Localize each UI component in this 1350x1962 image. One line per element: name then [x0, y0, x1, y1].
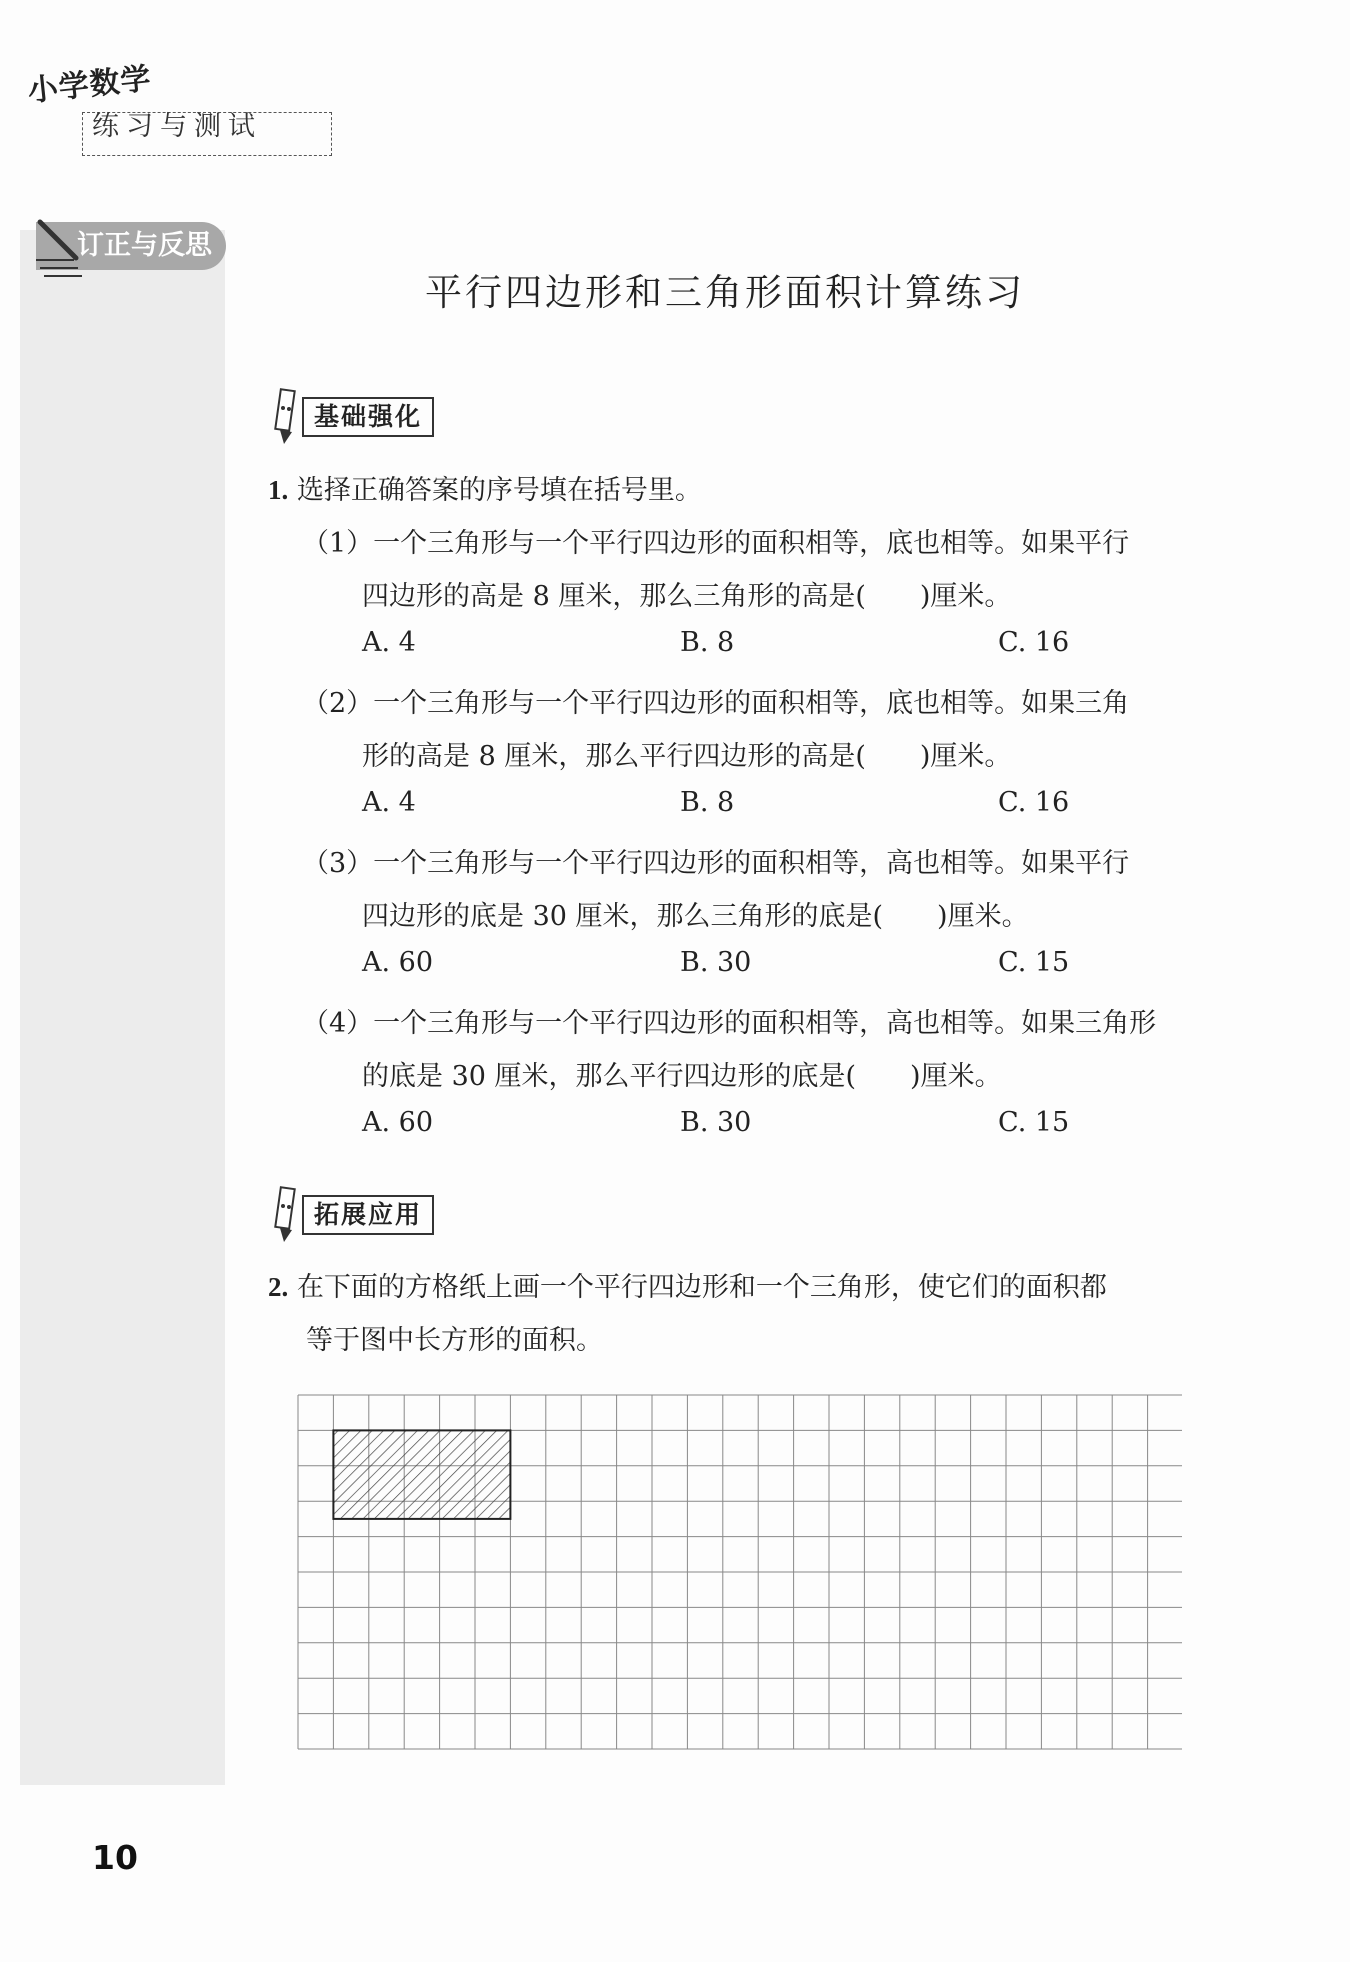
correction-sidebar [20, 230, 225, 1785]
choice-a: A. 4 [362, 787, 416, 818]
shaded-rectangle [333, 1430, 510, 1519]
q1-item-1-line1: （1）一个三角形与一个平行四边形的面积相等，底也相等。如果平行 [302, 528, 1130, 559]
section-extend-label: 拓展应用 [302, 1195, 434, 1235]
q1-item-1-line2: 四边形的高是 8 厘米，那么三角形的高是( )厘米。 [362, 581, 1012, 612]
q1-item-4-line1: （4）一个三角形与一个平行四边形的面积相等，高也相等。如果三角形 [302, 1008, 1157, 1039]
cartoon-pencil-icon [270, 386, 300, 448]
square-grid [296, 1393, 1182, 1759]
book-title: 小学数学 [26, 61, 154, 110]
q1-item-3-line2: 四边形的底是 30 厘米，那么三角形的底是( )厘米。 [362, 901, 1029, 932]
q1-prompt [268, 468, 702, 507]
correction-label: 订正与反思 [77, 230, 212, 261]
q2-text-line1: 在下面的方格纸上画一个平行四边形和一个三角形，使它们的面积都 [296, 1272, 1107, 1303]
section-basic-header [270, 386, 434, 448]
section-basic-label: 基础强化 [302, 397, 434, 437]
choice-b: B. 30 [680, 947, 752, 978]
section-extend-header [270, 1184, 434, 1246]
page-number: 10 [92, 1838, 138, 1877]
q1-item-3-line1: （3）一个三角形与一个平行四边形的面积相等，高也相等。如果平行 [302, 848, 1130, 879]
choice-b: B. 8 [680, 627, 735, 658]
cartoon-pencil-icon [270, 1184, 300, 1246]
q1-item-4-line2: 的底是 30 厘米，那么平行四边形的底是( )厘米。 [362, 1061, 1002, 1092]
q1-number: 1. [268, 475, 289, 505]
choice-b: B. 8 [680, 787, 735, 818]
page-title: 平行四边形和三角形面积计算练习 [425, 271, 1025, 314]
book-subtitle: 练习与测试 [82, 112, 332, 156]
choice-c: C. 16 [998, 787, 1070, 818]
q2-number: 2. [268, 1272, 289, 1302]
q2-line2: 等于图中长方形的面积。 [306, 1325, 603, 1356]
q1-item-2-line1: （2）一个三角形与一个平行四边形的面积相等，底也相等。如果三角 [302, 688, 1130, 719]
q1-prompt-text: 选择正确答案的序号填在括号里。 [296, 475, 702, 506]
q2-line1 [268, 1265, 1107, 1304]
choice-a: A. 4 [362, 627, 416, 658]
choice-b: B. 30 [680, 1107, 752, 1138]
pencil-icon [34, 216, 104, 280]
choice-c: C. 15 [998, 947, 1070, 978]
choice-a: A. 60 [362, 1107, 434, 1138]
choice-c: C. 16 [998, 627, 1070, 658]
choice-c: C. 15 [998, 1107, 1070, 1138]
grid-paper [296, 1393, 1182, 1755]
q1-item-2-line2: 形的高是 8 厘米，那么平行四边形的高是( )厘米。 [362, 741, 1012, 772]
choice-a: A. 60 [362, 947, 434, 978]
